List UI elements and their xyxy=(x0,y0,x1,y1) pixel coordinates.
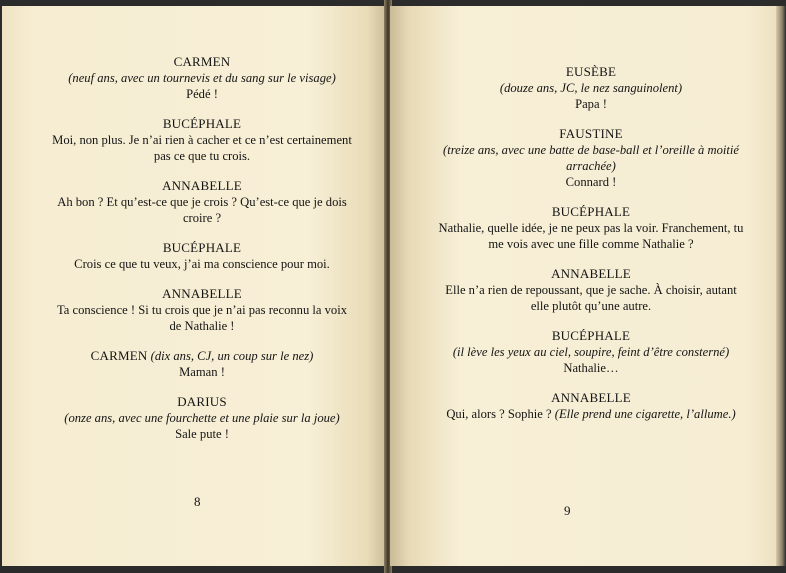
dialogue-line-with-direction xyxy=(438,406,744,422)
speaker-name: ANNABELLE xyxy=(162,286,242,301)
dialogue-block xyxy=(52,116,352,164)
page-number: 8 xyxy=(194,494,201,509)
speaker-with-direction xyxy=(52,348,352,364)
dialogue-line: Pédé ! xyxy=(186,87,218,101)
dialogue-line: Sale pute ! xyxy=(175,427,229,441)
page-edge xyxy=(776,6,786,566)
speaker-name: ANNABELLE xyxy=(551,266,631,281)
stage-direction: (douze ans, JC, le nez sanguinolent) xyxy=(499,81,683,95)
speaker-name: CARMEN xyxy=(90,348,148,363)
speaker-name: DARIUS xyxy=(177,394,227,409)
dialogue-line: Nathalie, quelle idée, je ne peux pas la voir. Franchement, tu me vois avec une fille comme Nathalie ? xyxy=(438,221,744,251)
speaker-name: ANNABELLE xyxy=(551,390,631,405)
speaker-name: BUCÉPHALE xyxy=(551,328,631,343)
page-number: 9 xyxy=(564,503,571,518)
dialogue-block xyxy=(52,348,352,380)
dialogue-line: Ah bon ? Et qu’est-ce que je crois ? Qu’est-ce que je dois croire ? xyxy=(57,195,347,225)
dialogue-block xyxy=(52,54,352,102)
speaker-name: ANNABELLE xyxy=(162,178,242,193)
speaker-name: EUSÈBE xyxy=(565,64,617,79)
dialogue-block xyxy=(52,178,352,226)
speaker-name: FAUSTINE xyxy=(559,126,623,141)
dialogue-block xyxy=(438,328,744,376)
dialogue-block xyxy=(52,286,352,334)
stage-direction: (neuf ans, avec un tournevis et du sang sur le visage) xyxy=(68,71,336,85)
right-page-text xyxy=(438,64,744,436)
stage-direction: (onze ans, avec une fourchette et une plaie sur la joue) xyxy=(64,411,340,425)
speaker-name: BUCÉPHALE xyxy=(551,204,631,219)
dialogue-line: Crois ce que tu veux, j’ai ma conscience pour moi. xyxy=(74,257,330,271)
stage-direction: (Elle prend une cigarette, l’allume.) xyxy=(554,407,736,421)
dialogue-block xyxy=(52,240,352,272)
stage-direction: (treize ans, avec une batte de base-ball et l’oreille à moitié arrachée) xyxy=(443,143,739,173)
dialogue-block xyxy=(438,204,744,252)
stage-direction: (il lève les yeux au ciel, soupire, feint d’être consterné) xyxy=(452,345,730,359)
right-page xyxy=(390,6,778,566)
left-page xyxy=(2,6,386,566)
dialogue-block xyxy=(438,64,744,112)
dialogue-line: Elle n’a rien de repoussant, que je sache. À choisir, autant elle plutôt qu’une autre. xyxy=(445,283,737,313)
dialogue-line: Qui, alors ? Sophie ? xyxy=(446,407,552,421)
dialogue-line: Papa ! xyxy=(575,97,607,111)
left-page-text xyxy=(52,54,352,456)
stage-direction: (dix ans, CJ, un coup sur le nez) xyxy=(150,349,314,363)
dialogue-block xyxy=(438,126,744,190)
speaker-name: CARMEN xyxy=(173,54,231,69)
dialogue-block xyxy=(52,394,352,442)
dialogue-line: Connard ! xyxy=(565,175,617,189)
speaker-name: BUCÉPHALE xyxy=(162,240,242,255)
dialogue-line: Ta conscience ! Si tu crois que je n’ai pas reconnu la voix de Nathalie ! xyxy=(56,303,348,333)
dialogue-block xyxy=(438,266,744,314)
dialogue-line: Moi, non plus. Je n’ai rien à cacher et ce n’est certainement pas ce que tu crois. xyxy=(52,133,352,163)
dialogue-line: Nathalie… xyxy=(563,361,619,375)
speaker-name: BUCÉPHALE xyxy=(162,116,242,131)
dialogue-block xyxy=(438,390,744,422)
dialogue-line: Maman ! xyxy=(179,365,225,379)
